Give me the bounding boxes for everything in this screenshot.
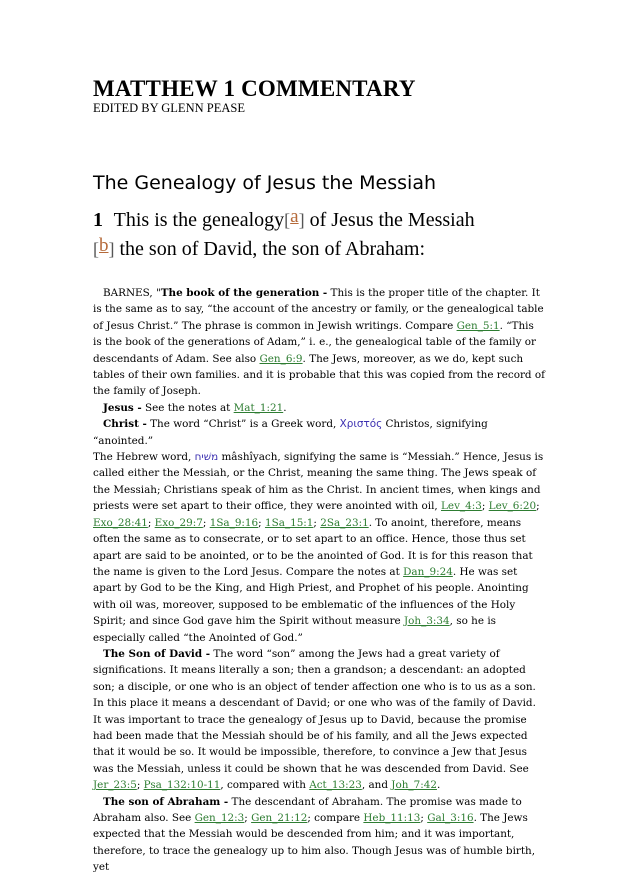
- separator: ;: [481, 500, 489, 513]
- commentary-text: See the notes at: [141, 401, 234, 414]
- scripture-ref-link[interactable]: Gen_21:12: [251, 812, 308, 824]
- scripture-ref-link[interactable]: 1Sa_15:1: [264, 516, 314, 529]
- term-heading: Christ -: [103, 418, 147, 431]
- commentary-text: . He was set apart by God to be the King, and High Priest, and Prophet of his people. Anointing with oil was, moreover, supposed to be emblematic of the influences of the Holy Spirit; and since God gave him the Spirit without measure: [93, 565, 529, 628]
- scripture-ref-link[interactable]: Gen_5:1: [456, 319, 500, 332]
- scripture-ref-link[interactable]: Heb_11:13: [363, 812, 421, 824]
- scripture-ref-link[interactable]: Joh_7:42: [391, 779, 437, 792]
- greek-word: Χριστός: [339, 418, 383, 431]
- footnote-b-link[interactable]: [b]: [93, 235, 115, 259]
- scripture-ref-link[interactable]: Act_13:23: [309, 779, 362, 792]
- separator: ;: [202, 516, 210, 529]
- scripture-ref-link[interactable]: Exo_28:41: [93, 516, 148, 529]
- scripture-ref-link[interactable]: Dan_9:24: [403, 565, 453, 578]
- scripture-ref-link[interactable]: Exo_29:7: [154, 516, 203, 529]
- commentary-text: .: [283, 401, 287, 414]
- commentary-text: This is the proper title of the chapter. It is the same as to say, “the account of the ancestry or family, or the genealogical table of Jesus Christ.” The phrase is common in Jewish writings. Compare: [93, 287, 544, 332]
- scripture-ref-link[interactable]: Lev_4:3: [441, 500, 482, 513]
- commentary-text: mâshı̂yach, signifying the same is “Messiah.” Hence, Jesus is called either the Messiah, or the Christ, meaning the same thing. The Jews speak of the Messiah; Christians speak of him as the Christ. In ancient times, when kings and priests were set apart to their office, they were anointed with oil,: [93, 451, 544, 513]
- verse-text-part-a: This is the genealogy: [113, 209, 285, 231]
- term-heading: The son of Abraham -: [103, 795, 229, 808]
- commentary-text: , compared with: [220, 779, 310, 792]
- term-heading: Jesus -: [103, 401, 142, 414]
- commentary-text: . The Jews expected that the Messiah would be descended from him; and it was important, therefore, to trace the genealogy up to him also. Though Jesus was of humble birth, yet: [93, 812, 536, 874]
- commentary-text: Christos, signifying “anointed.”: [93, 418, 488, 447]
- separator: ;: [244, 812, 252, 824]
- term-heading: The book of the generation -: [160, 287, 328, 299]
- scripture-ref-link[interactable]: Gen_12:3: [194, 812, 245, 824]
- separator: ;: [136, 779, 144, 792]
- footnote-b-letter[interactable]: b: [99, 235, 109, 256]
- document-title: MATTHEW 1 COMMENTARY: [93, 76, 416, 101]
- term-heading: The Son of David -: [103, 647, 211, 660]
- commentary-paragraph-book-of-generation: [93, 285, 545, 400]
- scripture-ref-link[interactable]: Psa_132:10-11: [143, 779, 221, 792]
- scripture-ref-link[interactable]: 1Sa_9:16: [209, 516, 259, 529]
- commentary-source-label: BARNES, ": [103, 287, 161, 299]
- commentary-paragraph-jesus: [93, 400, 545, 416]
- scripture-ref-link[interactable]: Jer_23:5: [93, 779, 137, 792]
- scripture-ref-link[interactable]: 2Sa_23:1: [320, 516, 369, 529]
- scripture-ref-link[interactable]: Gen_6:9: [259, 352, 303, 365]
- scripture-ref-link[interactable]: Gal_3:16: [427, 812, 474, 824]
- commentary-text: The word “son” among the Jews had a great variety of significations. It means literally a son; then a grandson; a descendant: an adopted son; a disciple, or one who is an object of tender affection one who is to us as a son. In this place it means a descendant of David; or one who was of the family of David. It was important to trace the genealogy of Jesus up to David, because the promise had been made that the Messiah should be of his family, and all the Jews expected that it would be so. It would be impossible, therefore, to convince a Jew that Jesus was the Messiah, unless it could be shown that he was descended from David. See: [93, 647, 536, 775]
- commentary-text: The descendant of Abraham. The promise was made to Abraham also. See: [93, 795, 522, 824]
- hebrew-word: משׁיח: [194, 451, 219, 464]
- separator: , and: [361, 779, 392, 792]
- verse-text-part-b: of Jesus the Messiah: [309, 209, 475, 231]
- footnote-a-link[interactable]: [a]: [284, 206, 305, 230]
- commentary-paragraph-son-of-abraham: [93, 794, 545, 876]
- commentary-text: The Hebrew word,: [93, 451, 195, 464]
- commentary-paragraph-messiah: [93, 449, 545, 646]
- separator: ;: [147, 516, 155, 529]
- separator: ;: [313, 516, 321, 529]
- commentary-text: . The Jews, moreover, as we do, kept such tables of their own families. and it is probable that this was copied from the record of the family of Joseph.: [93, 352, 545, 398]
- scripture-ref-link[interactable]: Mat_1:21: [233, 401, 284, 414]
- verse-text-part-c: the son of David, the son of Abraham:: [119, 238, 425, 260]
- footnote-a-letter[interactable]: a: [290, 206, 299, 227]
- commentary-text: The word “Christ” is a Greek word,: [146, 418, 340, 431]
- separator: ;: [258, 516, 265, 529]
- commentary-text: . To anoint, therefore, means often the same as to consecrate, or to set apart to an office. Hence, those thus set apart are said to be anointed, or to be the anointed of God. It is for this reason that the name is given to the Lord Jesus. Compare the notes at: [93, 516, 533, 578]
- scripture-ref-link[interactable]: Lev_6:20: [488, 500, 537, 513]
- verse-1: [93, 206, 563, 264]
- commentary-paragraph-christ: [93, 416, 545, 449]
- separator: ; compare: [307, 812, 364, 824]
- scripture-ref-link[interactable]: Joh_3:34: [404, 615, 450, 628]
- section-heading: The Genealogy of Jesus the Messiah: [93, 172, 437, 194]
- commentary-paragraph-son-of-david: [93, 646, 545, 794]
- commentary-text: , so he is especially called “the Anointed of God.”: [93, 615, 496, 644]
- commentary-text: . “This is the book of the generations of Adam,” i. e., the genealogical table of the family or descendants of Adam. See also: [93, 319, 536, 365]
- separator: ;: [536, 500, 540, 513]
- separator: ;: [420, 812, 428, 824]
- commentary-text: .: [436, 779, 441, 792]
- commentary-body: [93, 285, 545, 876]
- document-subtitle: EDITED BY GLENN PEASE: [93, 101, 245, 115]
- verse-number: 1: [93, 209, 103, 231]
